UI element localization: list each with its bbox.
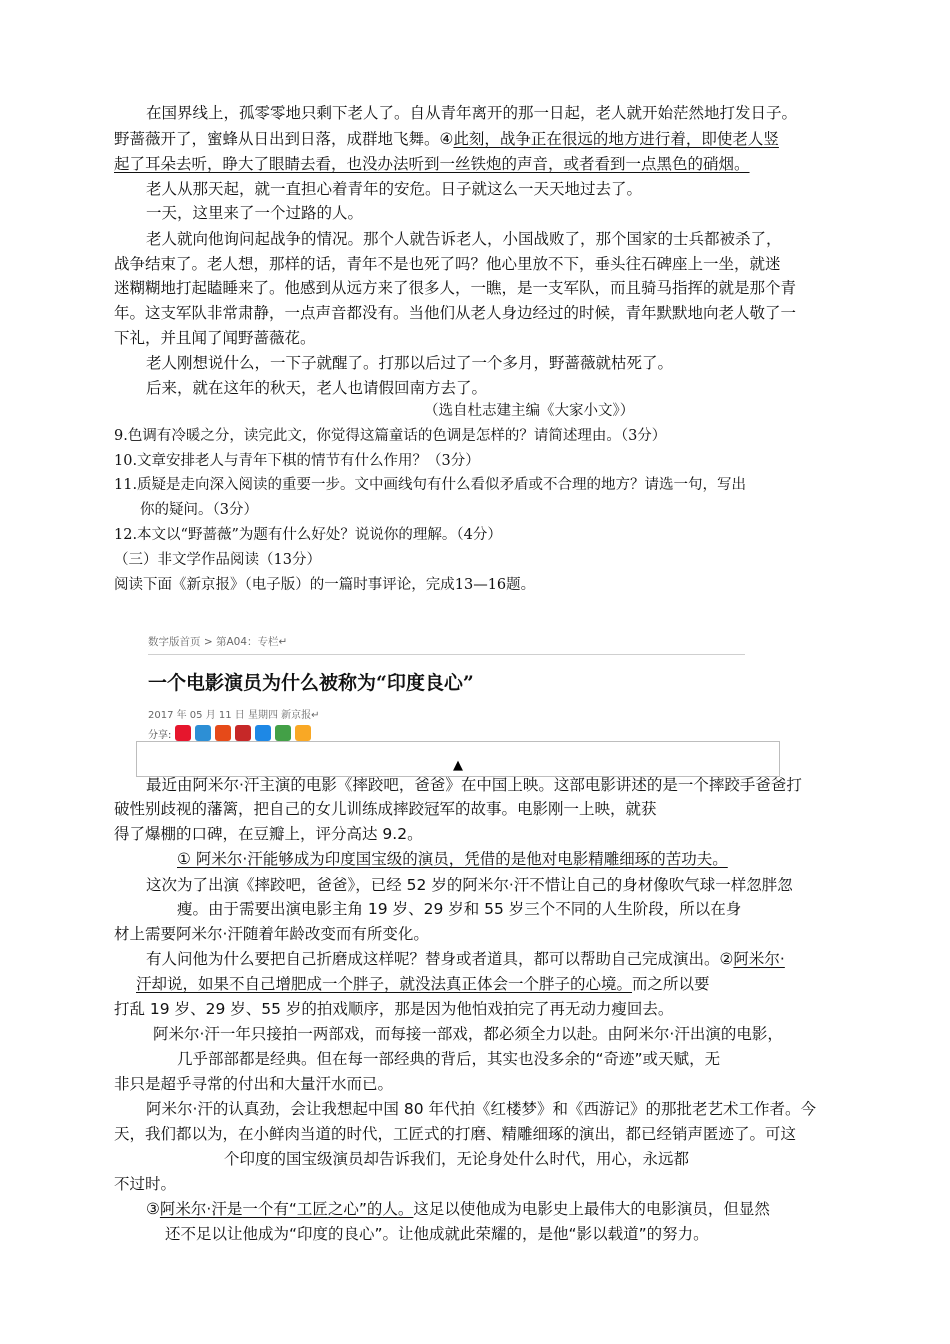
story-paragraph: 老人就向他询问起战争的情况。那个人就告诉老人，小国战败了，那个国家的士兵都被杀了， bbox=[146, 230, 782, 248]
news-screenshot bbox=[148, 634, 745, 741]
story-paragraph: 后来，就在这年的秋天，老人也请假回南方去了。 bbox=[146, 379, 488, 397]
underlined-sentence-2: 阿米尔· bbox=[733, 950, 785, 968]
article-paragraph: 有人问他为什么要把自己折磨成这样呢？替身或者道具，都可以帮助自己完成演出。②阿米尔· bbox=[146, 950, 785, 968]
story-paragraph: 年。这支军队非常肃静，一点声音都没有。当他们从老人身边经过的时候，青年默默地向老人敬了一 bbox=[114, 304, 797, 322]
share-label: 分享: bbox=[148, 729, 172, 741]
article-paragraph: 非只是超乎寻常的付出和大量汗水而已。 bbox=[114, 1075, 394, 1093]
story-paragraph: 战争结束了。老人想，那样的话，青年不是也死了吗？他心里放不下，垂头往石碑座上一坐，就迷 bbox=[114, 255, 781, 273]
breadcrumb: 数字版首页 > 第A04：专栏↵ bbox=[148, 636, 288, 648]
question-9: 9.色调有冷暖之分，读完此文，你觉得这篇童话的色调是怎样的？请简述理由。（3分） bbox=[114, 428, 667, 444]
qq-share-icon[interactable] bbox=[195, 725, 211, 741]
article-paragraph: 得了爆棚的口碑，在豆瓣上，评分高达 9.2。 bbox=[114, 825, 423, 843]
share-bar bbox=[148, 724, 315, 742]
underlined-sentence-3: 阿米尔·汗是一个有“工匠之心”的人。 bbox=[159, 1200, 414, 1218]
section-intro: 阅读下面《新京报》（电子版）的一篇时事评论，完成13—16题。 bbox=[114, 577, 536, 593]
weibo-share-icon[interactable] bbox=[175, 725, 191, 741]
article-paragraph: 几乎部部都是经典。但在每一部经典的背后，其实也没多余的“奇迹”或天赋，无 bbox=[177, 1050, 721, 1068]
story-paragraph: 老人从那天起，就一直担心着青年的安危。日子就这么一天天地过去了。 bbox=[146, 180, 643, 198]
article-paragraph: 汗却说，如果不自己增肥成一个胖子，就没法真正体会一个胖子的心境。而之所以要 bbox=[136, 975, 710, 993]
article-paragraph: 不过时。 bbox=[114, 1175, 177, 1193]
question-11: 11.质疑是走向深入阅读的重要一步。文中画线句有什么看似矛盾或不合理的地方？请选一句，写出 bbox=[114, 477, 747, 493]
story-source: （选自杜志建主编《大家小文》） bbox=[424, 403, 635, 419]
underlined-sentence-1: ① 阿米尔·汗能够成为印度国宝级的演员，凭借的是他对电影精雕细琢的苦功夫。 bbox=[177, 850, 728, 868]
story-paragraph: 一天，这里来了一个过路的人。 bbox=[146, 204, 364, 222]
question-10: 10.文章安排老人与青年下棋的情节有什么作用？（3分） bbox=[114, 453, 480, 469]
article-title: 一个电影演员为什么被称为“印度良心” bbox=[148, 672, 474, 694]
article-paragraph: 还不足以让他成为“印度的良心”。让他成就此荣耀的，是他“影以载道”的努力。 bbox=[165, 1225, 709, 1243]
article-paragraph: 天，我们都以为，在小鲜肉当道的时代，工匠式的打磨、精雕细琢的演出，都已经销声匿迹了。可这 bbox=[114, 1125, 797, 1143]
section-heading: （三）非文学作品阅读（13分） bbox=[114, 552, 321, 568]
article-paragraph: ③阿米尔·汗是一个有“工匠之心”的人。这足以使他成为电影史上最伟大的电影演员，但显然 bbox=[146, 1200, 770, 1218]
question-12: 12.本文以“野蔷薇”为题有什么好处？说说你的理解。（4分） bbox=[114, 527, 502, 543]
story-paragraph: 野蔷薇开了，蜜蜂从日出到日落，成群地飞舞。④此刻，战争正在很远的地方进行着，即使老人竖 bbox=[114, 130, 779, 148]
divider bbox=[148, 654, 745, 655]
underlined-sentence-2-cont: 汗却说，如果不自己增肥成一个胖子，就没法真正体会一个胖子的心境。 bbox=[136, 975, 633, 993]
collapse-up-icon: ▲ bbox=[453, 758, 463, 773]
story-paragraph: 迷糊糊地打起瞌睡来了。他感到从远方来了很多人，一瞧，是一支军队，而且骑马指挥的就是那个青 bbox=[114, 279, 797, 297]
story-paragraph: 老人刚想说什么，一下子就醒了。打那以后过了一个多月，野蔷薇就枯死了。 bbox=[146, 354, 674, 372]
story-paragraph: 下礼，并且闻了闻野蔷薇花。 bbox=[114, 329, 316, 347]
article-paragraph: 瘦。由于需要出演电影主角 19 岁、29 岁和 55 岁三个不同的人生阶段，所以在身 bbox=[177, 900, 742, 918]
article-paragraph: 这次为了出演《摔跤吧，爸爸》，已经 52 岁的阿米尔·汗不惜让自己的身材像吹气球一样忽胖忽 bbox=[146, 876, 793, 894]
tencent-share-icon[interactable] bbox=[295, 725, 311, 741]
story-paragraph: 在国界线上，孤零零地只剩下老人了。自从青年离开的那一日起，老人就开始茫然地打发日子。 bbox=[146, 104, 798, 122]
underlined-sentence-4: 此刻，战争正在很远的地方进行着，即使老人竖 bbox=[453, 130, 779, 148]
article-paragraph: 阿米尔·汗一年只接拍一两部戏，而每接一部戏，都必须全力以赴。由阿米尔·汗出演的电影， bbox=[153, 1025, 783, 1043]
people-share-icon[interactable] bbox=[255, 725, 271, 741]
article-paragraph: 最近由阿米尔·汗主演的电影《摔跤吧，爸爸》在中国上映。这部电影讲述的是一个摔跤手爸爸打 bbox=[146, 776, 802, 794]
article-paragraph: 阿米尔·汗的认真劲，会让我想起中国 80 年代拍《红楼梦》和《西游记》的那批老艺术工作者。今 bbox=[146, 1100, 817, 1118]
article-paragraph: 个印度的国宝级演员却告诉我们，无论身处什么时代，用心，永远都 bbox=[224, 1150, 690, 1168]
underlined-sentence-4-cont: 起了耳朵去听，睁大了眼睛去看，也没办法听到一丝铁炮的声音，或者看到一点黑色的硝烟。 bbox=[114, 155, 750, 173]
article-paragraph: 打乱 19 岁、29 岁、55 岁的拍戏顺序，那是因为他怕戏拍完了再无动力瘦回去。 bbox=[114, 1000, 674, 1018]
question-11-cont: 你的疑问。（3分） bbox=[140, 502, 258, 518]
kaixin-share-icon[interactable] bbox=[275, 725, 291, 741]
article-date: 2017 年 05 月 11 日 星期四 新京报↵ bbox=[148, 710, 320, 721]
article-paragraph: 破性别歧视的藩篱，把自己的女儿训练成摔跤冠军的故事。电影刚一上映，就获 bbox=[114, 800, 657, 818]
renren-share-icon[interactable] bbox=[215, 725, 231, 741]
collapse-toggle[interactable] bbox=[136, 741, 780, 777]
star-share-icon[interactable] bbox=[235, 725, 251, 741]
article-paragraph: 材上需要阿米尔·汗随着年龄改变而有所变化。 bbox=[114, 925, 429, 943]
